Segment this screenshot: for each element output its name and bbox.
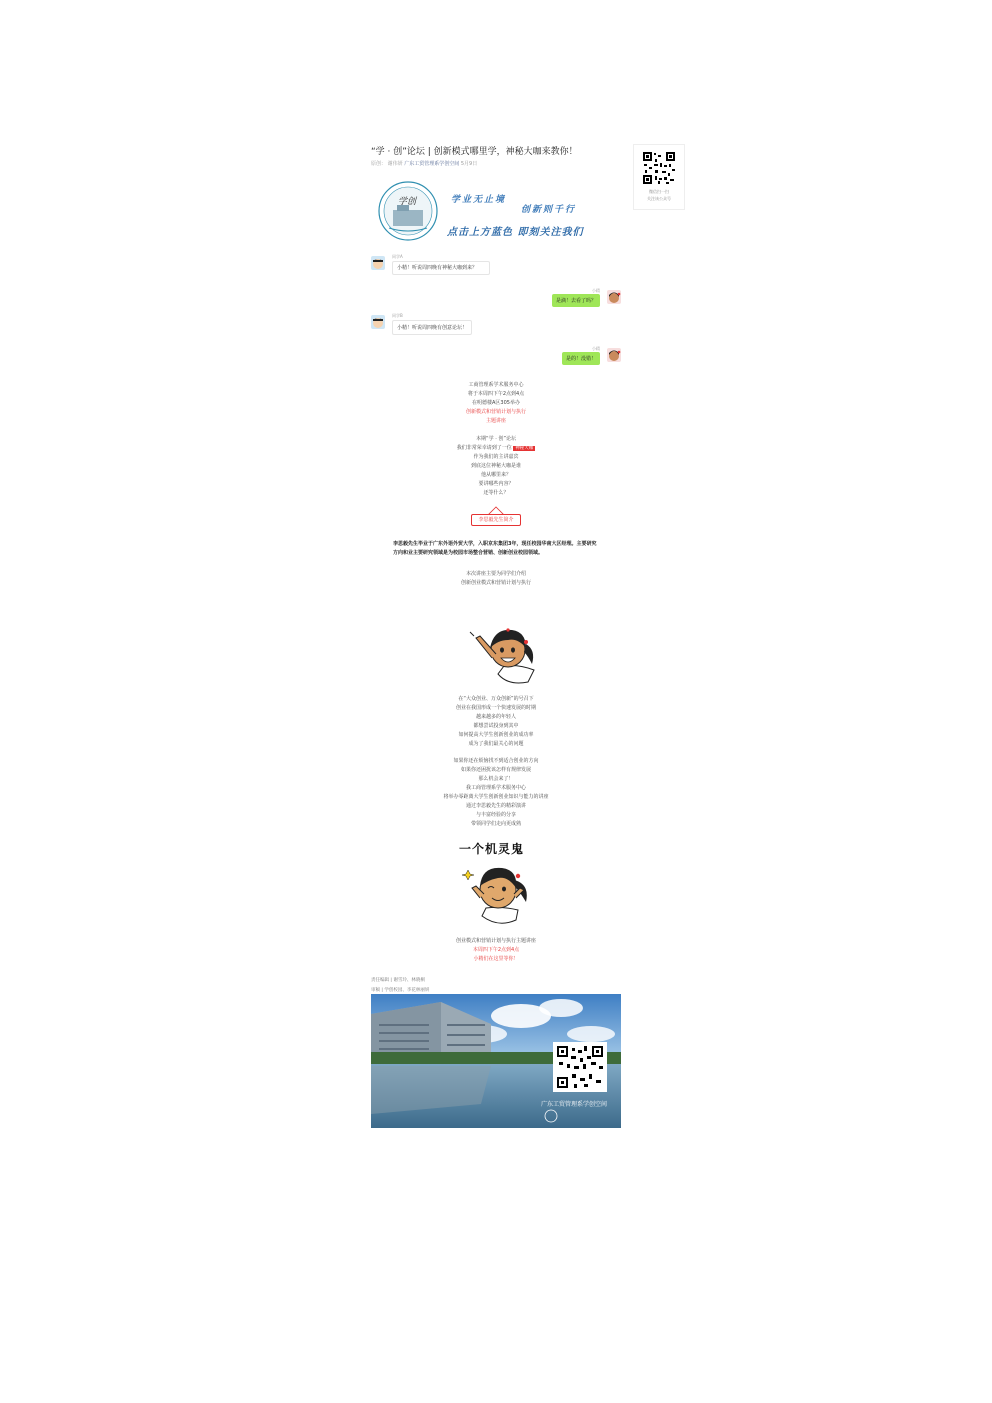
text-line: 要讲哪些内容？	[478, 481, 514, 487]
boy-avatar-icon	[371, 256, 385, 270]
chat-bubble: 小精！听说周四晚有创意论坛！	[392, 320, 472, 335]
credits-line-1: 责任编辑 | 谢雪玲、林晓桐	[371, 978, 425, 983]
qr-caption-1: 微信扫一扫	[649, 189, 669, 194]
text-line: 那么机会来了！	[478, 776, 514, 782]
text-line: 创业模式和营销计划与执行主题讲座	[455, 938, 536, 944]
speaker-bio: 李思毅先生毕业于广东外语外贸大学，入职京东集团3年，现任校园华南大区经理。主要研究方向和业主要研究领域是为校园市场整合营销、创新创业校园领域。	[393, 541, 597, 556]
text-line: 在明德楼A区305举办	[472, 400, 520, 406]
campus-photo	[371, 994, 621, 1128]
clever-girl-sticker	[458, 858, 538, 928]
credits-line-2: 审稿 | 学创校园、李花林丽妍	[371, 988, 430, 993]
girl-avatar-icon	[607, 348, 621, 362]
meta-date: 5月9日	[460, 161, 478, 167]
text-line-red: 主题讲座	[485, 418, 506, 424]
campus-caption: 广东工贸管理系学创空间	[541, 1101, 608, 1108]
chat-row-1	[371, 254, 621, 278]
highlight-badge: 神秘大咖	[515, 446, 534, 451]
school-seal-icon	[379, 182, 437, 240]
chat-name: 同学B	[392, 313, 403, 318]
chat-name: 同学A	[392, 254, 403, 259]
account-link[interactable]: 广东工贸管理系学创空间	[404, 161, 460, 167]
sparkle-icon	[462, 870, 474, 880]
qr-follow-widget[interactable]	[633, 144, 685, 210]
header-banner	[371, 178, 621, 244]
chat-name: 小精	[592, 288, 600, 293]
text-line: 通过李思毅先生的精彩演讲	[465, 803, 526, 809]
article-meta	[371, 160, 477, 167]
text-line: 将举办零距离大学生创新创业知识与能力的讲座	[443, 794, 549, 800]
speaker-intro-tag: 李思毅先生简介	[471, 514, 521, 526]
text-line-red: 小精们在这里等你！	[473, 956, 519, 962]
article-title: “学 · 创”论坛 | 创新模式哪里学，神秘大咖来教你！	[371, 147, 578, 157]
girl-avatar-icon	[607, 290, 621, 304]
text-line-red: 创新模式和营销计划与执行	[465, 409, 526, 415]
pointing-girl-sticker	[468, 620, 546, 686]
chat-name: 小精	[592, 346, 600, 351]
text-line: 到底这位神秘大咖是谁	[470, 463, 521, 469]
text-line: 越来越多的年轻人	[475, 714, 516, 720]
text-line: 他从哪里来？	[480, 472, 511, 478]
text-line: 在“大众创业、万众创新”的号召下	[458, 696, 534, 702]
text-line: 创新创业模式和营销计划与执行	[460, 580, 531, 586]
body2-block	[371, 757, 621, 829]
seal-text: 学创	[398, 197, 417, 207]
text-line: 作为我们的主讲嘉宾	[473, 454, 519, 460]
text-line: 本期“学 · 创”论坛	[476, 436, 516, 442]
topic-block	[371, 570, 621, 588]
body1-block	[371, 695, 621, 749]
text-line: 如果你还困扰该怎样有规律发展	[460, 767, 531, 773]
qr-code-icon	[553, 1042, 607, 1092]
text-line: 成为了我们最关心的问题	[468, 741, 524, 747]
closing-block	[371, 937, 621, 964]
intro2-block	[371, 435, 621, 498]
boy-avatar-icon	[371, 315, 385, 329]
qr-code-icon	[642, 151, 676, 185]
text-line: 如果你还在烦恼找不到适合创业的方向	[453, 758, 539, 764]
chat-row-3	[371, 313, 621, 337]
slogan-1a: 学业无止境	[451, 195, 507, 205]
text-line: 本次讲座主要为同学们介绍	[465, 571, 526, 577]
chat-bubble: 是的！没错！	[562, 352, 600, 365]
text-line: 工商管理系学术服务中心	[468, 382, 524, 388]
text-line-highlight	[371, 444, 621, 453]
chat-row-4	[371, 346, 621, 366]
text-line: 都想尝试投身到其中	[473, 723, 519, 729]
text-line: 我工商管理系学术服务中心	[465, 785, 526, 791]
credits	[371, 976, 429, 996]
slogan-2: 点击上方蓝色 即刻关注我们	[447, 227, 584, 238]
text-line-red: 本周四下午2点到4点	[472, 947, 520, 953]
meta-prefix: 原创：	[371, 161, 387, 167]
hl-prefix: 我们非常荣幸请到了一位	[456, 445, 512, 451]
chat-row-2	[371, 288, 621, 308]
chat-bubble: 小精！听说周四晚有神秘大咖到来？	[392, 261, 490, 275]
sticker-caption: 一个机灵鬼	[459, 842, 525, 856]
meta-author: 谢伟妍	[387, 161, 403, 167]
text-line: 还等什么？	[483, 490, 509, 496]
text-line: 如何提高大学生创新创业的成功率	[458, 732, 534, 738]
intro-block	[371, 381, 621, 426]
slogan-1b: 创新则千行	[521, 205, 577, 215]
text-line: 将于本周四下午2点到4点	[467, 391, 525, 397]
text-line: 创业在我国形成一个快速发展的时期	[455, 705, 536, 711]
chat-bubble: 是滴！去看了吗？	[552, 294, 600, 307]
text-line: 带领同学们走向更成熟	[470, 821, 521, 827]
qr-caption-2: 关注该公众号	[647, 196, 671, 201]
text-line: 与丰富经验的分享	[475, 812, 516, 818]
